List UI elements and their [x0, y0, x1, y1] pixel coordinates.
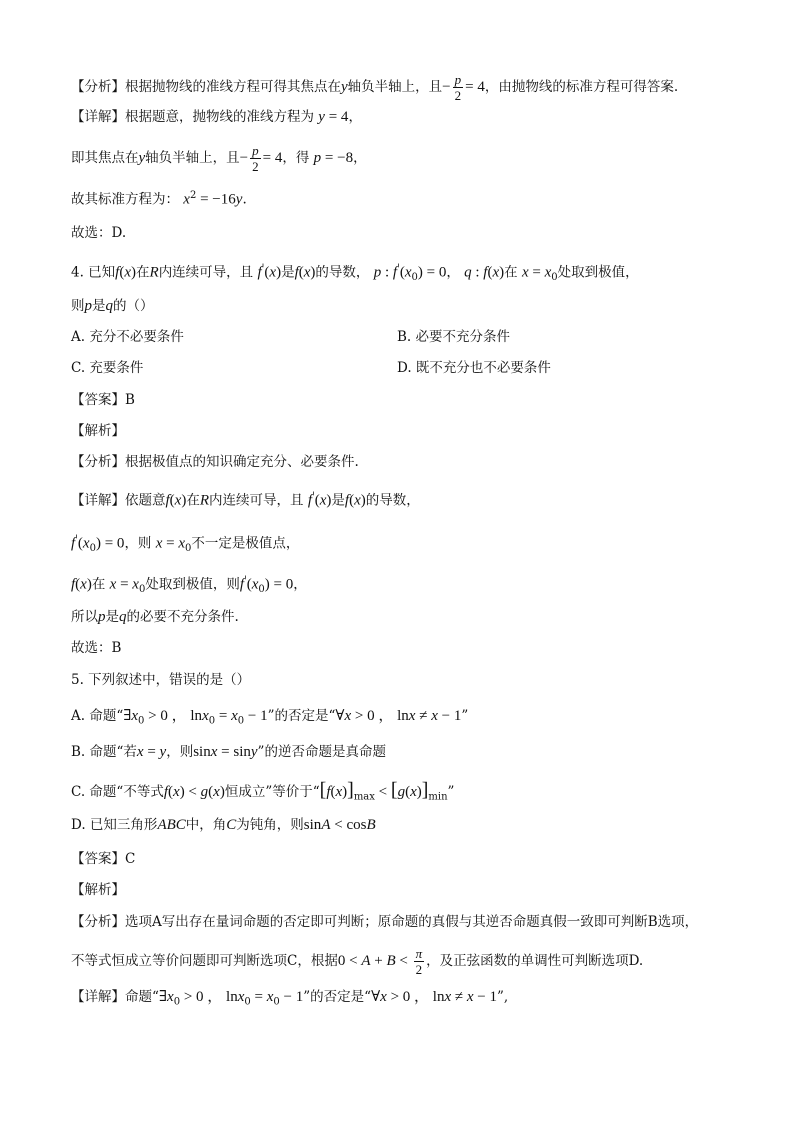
text: 不一定是极值点，	[191, 535, 300, 552]
text: 在	[136, 264, 150, 281]
text: ”的否定是“	[267, 708, 336, 724]
jiexi-5: 【解析】	[71, 882, 125, 898]
text: 在	[504, 264, 518, 281]
text: ”的否定是“	[303, 989, 372, 1005]
text: ”	[461, 708, 469, 724]
option-5-d: D. 已知三角形ABC中，角C为钝角，则sinA < cosB	[71, 817, 376, 833]
text: A. 命题“	[71, 708, 124, 724]
question-5-stem: 5. 下列叙述中，错误的是（）	[71, 672, 251, 688]
text: 所以	[71, 609, 98, 625]
text: 内连续可导，且	[158, 264, 254, 281]
text: 是	[105, 609, 119, 625]
text: ，则	[124, 535, 152, 552]
option-4-c: C. 充要条件	[71, 360, 144, 376]
text: ，	[293, 576, 307, 593]
detail-5-line-1: 【详解】命题“$\exists x_0 > 0$ ， $\ln x_0 = x_0 - 1$”的否定是“∀x > 0 ， lnx ≠ x − 1”,	[71, 989, 509, 1008]
option-4-b: B. 必要不充分条件	[397, 329, 511, 345]
text: ”的逆否命题是真命题	[257, 744, 386, 760]
text: 【详解】根据题意，抛物线的准线方程为	[71, 109, 314, 125]
text: 的必要不充分条件.	[126, 609, 239, 625]
analysis-5-line-1: 【分析】选项A写出存在量词命题的否定即可判断；原命题的真假与其逆否命题真假一致即可判断B选项，	[71, 914, 699, 930]
text: 轴负半轴上，且	[347, 79, 443, 95]
text: 恒成立”等价于“	[224, 784, 320, 800]
text: ，	[348, 109, 362, 125]
text: 为钝角，则	[236, 817, 304, 833]
text: ，	[353, 150, 367, 166]
text: D. 已知三角形	[71, 817, 158, 833]
detail-line-standard-equation: 故其标准方程为： $x^2 = -16y$.	[71, 190, 247, 208]
text: 的导数，	[315, 264, 370, 281]
text: 处取到极值，	[557, 264, 639, 281]
text: 中，角	[185, 817, 227, 833]
text: 的（）	[113, 298, 154, 314]
text: 处取到极值，则	[145, 576, 240, 593]
detail-4-line-3: f(x)在 $x = x_0$处取到极值，则$f'(x_0) = 0$，	[71, 575, 307, 596]
answer-select-3	[71, 223, 126, 243]
answer-4: 【答案】B	[71, 392, 135, 408]
analysis-5-line-2: 不等式恒成立等价问题即可判断选项C，根据0 < A + B < $\frac{\pi}{2}$ ，及正弦函数的单调性可判断选项D.	[71, 946, 644, 977]
text: ”,	[497, 989, 509, 1005]
question-4-stem: 4. 已知f(x)在R内连续可导，且 f'(x)是f(x)的导数， p : $f'(x_0) = 0$， q : f(x)在 $x = x_0$处取到极值，	[71, 263, 639, 284]
text: 是	[281, 264, 295, 281]
text: 是	[331, 492, 345, 509]
text: ”	[447, 784, 455, 800]
text: 【详解】依题意	[71, 492, 166, 509]
text: 在	[91, 576, 106, 593]
text: 在	[186, 492, 200, 509]
answer-select-4: 故选：B	[71, 640, 122, 656]
text: 则	[71, 298, 85, 314]
text: B. 命题“若	[71, 744, 137, 760]
question-4-stem-2: 则p是q的（）	[71, 298, 154, 314]
text: 内连续可导，且	[209, 492, 304, 509]
detail-line-focus: 即其焦点在y轴负半轴上，且− $\frac{p}{2}$ = 4，得 p = −8，	[71, 143, 367, 174]
text: 4. 已知	[71, 264, 116, 281]
text: ，得	[282, 150, 310, 166]
text: 故选：D.	[71, 225, 127, 241]
analysis-4: 【分析】根据极值点的知识确定充分、必要条件.	[71, 454, 359, 470]
detail-4-line-2: $f'(x_0) = 0$，则 $x = x_0$不一定是极值点，	[71, 534, 300, 555]
text: 【详解】命题“	[71, 989, 159, 1005]
detail-line-directrix: 【详解】根据题意，抛物线的准线方程为 y = 4，	[71, 109, 362, 125]
jiexi-4: 【解析】	[71, 423, 125, 439]
text: 【分析】根据抛物线的准线方程可得其焦点在	[71, 79, 341, 95]
text: ，及正弦函数的单调性可判断选项D.	[426, 953, 644, 969]
analysis-line-parabola: 【分析】根据抛物线的准线方程可得其焦点在y轴负半轴上，且− $\frac{p}{2}$ = 4，由抛物线的标准方程可得答案.	[71, 72, 679, 103]
text: 是	[92, 298, 106, 314]
text: ，则	[166, 744, 194, 760]
option-4-a: A. 充分不必要条件	[71, 329, 184, 345]
detail-4-line-1: 【详解】依题意f(x)在R内连续可导，且 f'(x)是f(x)的导数，	[71, 491, 420, 509]
text: 不等式恒成立等价问题即可判断选项C，根据	[71, 953, 338, 969]
option-5-c: C. 命题“不等式f(x) < g(x)恒成立”等价于“$[f(x)]_{max} < [g(x)]_{min}$”	[71, 779, 455, 803]
text: 即其焦点在	[71, 150, 139, 166]
option-5-a: A. 命题“$\exists x_0 > 0$ ， $\ln x_0 = x_0 - 1$”的否定是“∀x > 0 ， lnx ≠ x − 1”	[71, 708, 469, 727]
text: 的导数，	[365, 492, 420, 509]
option-4-d: D. 既不充分也不必要条件	[397, 360, 551, 376]
text: ，由抛物线的标准方程可得答案.	[484, 79, 679, 95]
text: C. 命题“不等式	[71, 784, 164, 800]
text: .	[242, 191, 247, 208]
detail-4-line-4: 所以p是q的必要不充分条件.	[71, 609, 239, 625]
text: 故其标准方程为：	[71, 191, 179, 208]
answer-5: 【答案】C	[71, 851, 136, 867]
text: 轴负半轴上，且	[145, 150, 240, 166]
text: ，	[446, 264, 460, 281]
option-5-b: B. 命题“若x = y，则sinx = siny”的逆否命题是真命题	[71, 744, 386, 760]
